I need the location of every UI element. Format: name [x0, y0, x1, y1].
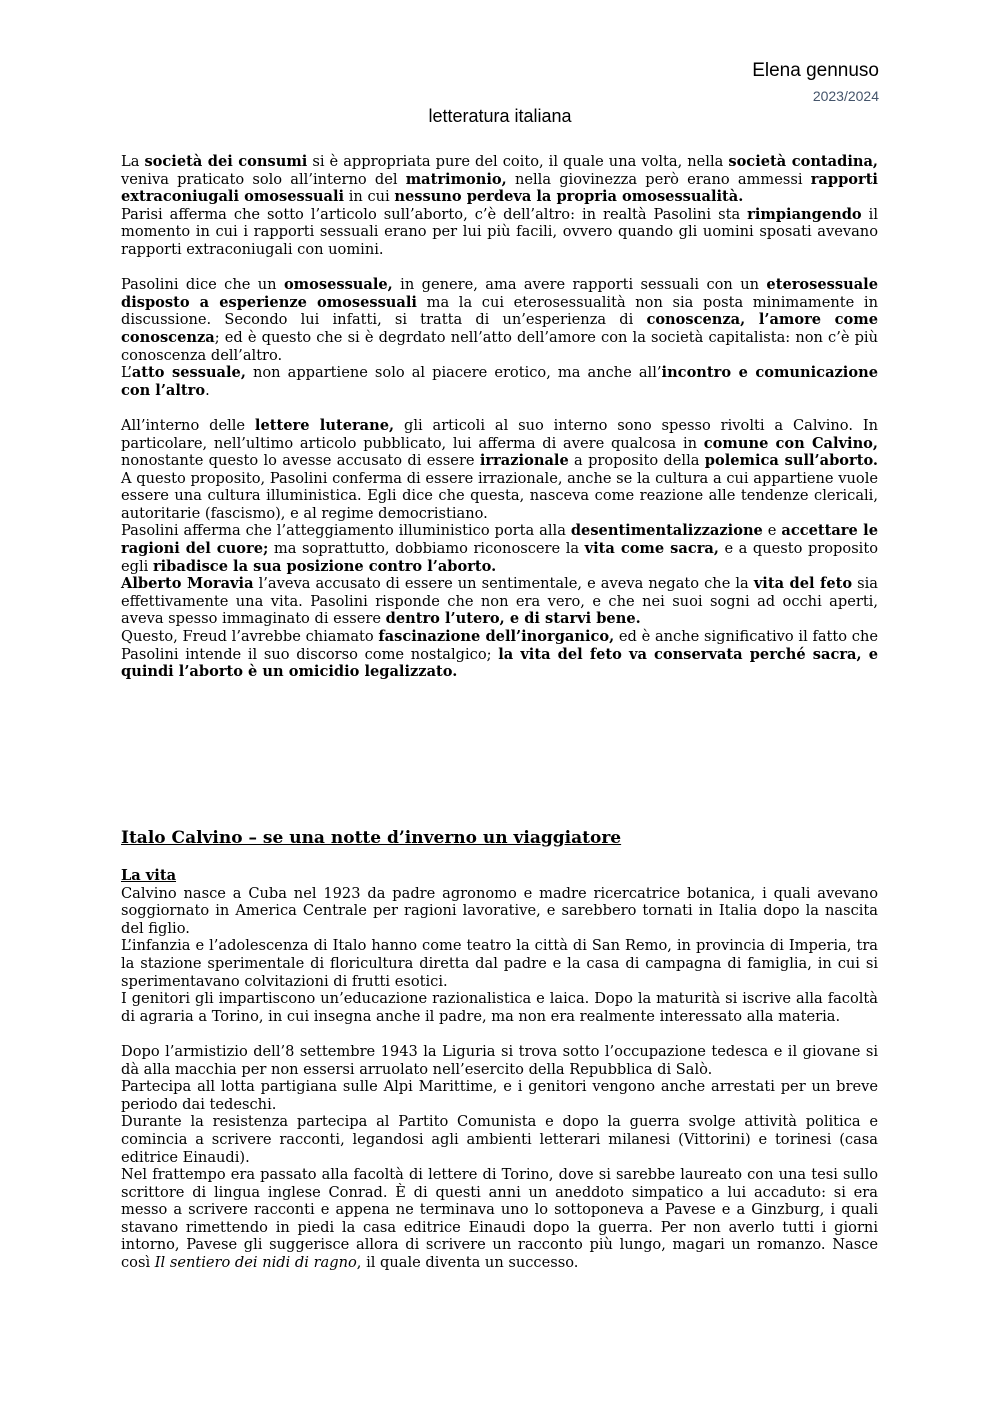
- paragraph: [121, 364, 878, 399]
- bold-text: polemica sull’aborto.: [704, 452, 878, 470]
- bold-text: incontro e comunicazione con l’altro: [121, 364, 878, 399]
- text-run: in genere, ama avere rapporti sessuali con un: [392, 276, 767, 294]
- subject-title: letteratura italiana: [428, 106, 572, 126]
- text-run: Parisi afferma che sotto l’articolo sull’aborto, c’è dell’altro: in realtà Pasolini sta: [121, 205, 748, 223]
- bold-text: omosessuale,: [283, 276, 393, 294]
- text-run: Pasolini afferma che l’atteggiamento illuministico porta alla: [121, 522, 571, 540]
- bold-text: atto sessuale,: [131, 364, 246, 382]
- paragraph: [121, 1113, 878, 1166]
- bold-text: lettere luterane,: [254, 416, 395, 434]
- bold-text: società contadina,: [728, 153, 879, 170]
- bold-text: comune con Calvino,: [703, 434, 879, 452]
- paragraph: [121, 1166, 878, 1272]
- text-run: L’infanzia e l’adolescenza di Italo hanno come teatro la città di San Remo, in provincia di Imperia, tra la stazione sperimentale di floricultura diretta dal padre e la casa di campagna di famiglia, in cui si sperimentavano colvitazioni di frutti esotici.: [121, 937, 878, 990]
- bold-text: vita del feto: [753, 575, 853, 593]
- text-run: e: [762, 522, 782, 540]
- section-subheading: La vita: [121, 867, 177, 884]
- text-run: l’aveva accusato di essere un sentimentale, e aveva negato che la: [253, 575, 754, 593]
- paragraph: [121, 937, 878, 990]
- text-run: a proposito della: [568, 452, 705, 470]
- academic-year: 2023/2024: [812, 88, 879, 104]
- bold-text: la vita del feto va conservata perché sacra, e quindi l’aborto è un omicidio legalizzato.: [121, 645, 878, 681]
- text-run: veniva praticato solo all’interno del: [121, 170, 406, 188]
- text-run: Nel frattempo era passato alla facoltà di lettere di Torino, dove si sarebbe laureato con una tesi sullo scrittore di lingua inglese Conrad. È di questi anni un aneddoto simpatico a lui accaduto: si era messo a scrivere racconti e appena ne terminava uno lo sottoponeva a Pavese e a Ginzburg, i quali stavano rimettendo in piedi la casa editrice Einaudi dopo la guerra. Per non averlo tutti i giorni intorno, Pavese gli suggerisce allora di scrivere un racconto più lungo, magari un romanzo. Nasce così: [121, 1166, 878, 1272]
- paragraph: [121, 1043, 878, 1078]
- paragraph: [121, 276, 878, 364]
- paragraph: [121, 153, 878, 206]
- text-run: Pasolini dice che un: [121, 276, 284, 294]
- italic-text: Il sentiero dei nidi di ragno: [154, 1254, 357, 1272]
- bold-text: dentro l’utero, e di starvi bene.: [385, 610, 641, 628]
- paragraph: [121, 990, 878, 1025]
- text-run: il momento in cui i rapporti sessuali erano per lui più facili, ovvero quando gli uomini sposati avevano rapporti extraconiugali con uomini.: [121, 205, 878, 258]
- bold-text: ribadisce la sua posizione contro l’aborto.: [152, 557, 497, 575]
- section-heading: Italo Calvino – se una notte d’inverno un viaggiatore: [121, 828, 622, 848]
- text-run: sia effettivamente una vita. Pasolini risponde che non era vero, e che nei suoi sogni ad occhi aperti, aveva spesso immaginato di essere: [121, 575, 878, 628]
- text-run: Questo, Freud l’avrebbe chiamato: [121, 628, 379, 646]
- text-run: gli articoli al suo interno sono spesso rivolti a Calvino. In particolare, nell’ultimo articolo pubblicato, lui afferma di avere qualcosa in: [121, 416, 878, 452]
- paragraph: [121, 885, 878, 938]
- section-calvino: [121, 826, 878, 1272]
- text-run: L’: [121, 364, 132, 382]
- text-run: .: [205, 381, 210, 399]
- bold-text: Alberto Moravia: [121, 575, 254, 593]
- text-run: nonostante questo lo avesse accusato di essere: [121, 452, 480, 470]
- bold-text: rimpiangendo: [747, 205, 862, 223]
- bold-text: nessuno perdeva la propria omosessualità.: [394, 188, 744, 206]
- paragraph: [121, 522, 878, 575]
- paragraph: [121, 417, 878, 523]
- paragraph: [121, 628, 878, 681]
- paragraph: [121, 575, 878, 628]
- text-run: ; ed è questo che si è degrdato nell’atto dell’amore con la società capitalista: non c’è più conoscenza dell’altro.: [121, 328, 878, 364]
- text-run: All’interno delle: [121, 416, 255, 434]
- text-run: ed è anche significativo il fatto che Pasolini intende il suo discorso come nostalgico;: [121, 628, 878, 663]
- text-run: A questo proposito, Pasolini conferma di essere irrazionale, anche se la cultura a cui appartiene vuole essere una cultura illuministica. Egli dice che questa, nasceva come reazione alle tendenze clericali, autoritarie (fascismo), e al regime democristiano.: [121, 469, 878, 522]
- text-run: ma la cui eterosessualità non sia posta minimamente in discussione. Secondo lui infatti, si tratta di un’esperienza di: [121, 293, 878, 329]
- text-run: si è appropriata pure del coito, il quale una volta, nella: [307, 153, 729, 170]
- bold-text: società dei consumi: [144, 153, 308, 170]
- paragraph: [121, 206, 878, 259]
- text-run: e a questo proposito egli: [121, 540, 878, 575]
- text-run: non appartiene solo al piacere erotico, ma anche all’: [245, 364, 662, 382]
- bold-text: rapporti extraconiugali omosessuali: [121, 170, 878, 206]
- text-run: Dopo l’armistizio dell’8 settembre 1943 la Liguria si trova sotto l’occupazione tedesca e il giovane si dà alla macchia per non essersi arruolato nell’esercito della Repubblica di Salò.: [121, 1042, 878, 1078]
- text-run: I genitori gli impartiscono un’educazione razionalistica e laica. Dopo la maturità si iscrive alla facoltà di agraria a Torino, in cui insegna anche il padre, ma non era realmente interessato alla materia.: [121, 990, 878, 1025]
- bold-text: conoscenza, l’amore come conoscenza: [121, 311, 879, 346]
- bold-text: desentimentalizzazione: [570, 522, 763, 540]
- text-run: ma soprattutto, dobbiamo riconoscere la: [268, 540, 585, 558]
- bold-text: fascinazione dell’inorganico,: [378, 628, 615, 646]
- paragraph: [121, 1078, 878, 1113]
- section-pasolini: [121, 153, 878, 681]
- text-run: Partecipa all lotta partigiana sulle Alpi Marittime, e i genitori vengono anche arrestati per un breve periodo dai tedeschi.: [121, 1078, 878, 1113]
- text-run: Durante la resistenza partecipa al Partito Comunista e dopo la guerra svolge attività politica e comincia a scrivere racconti, legandosi agli ambienti letterari milanesi (Vittorini) e torinesi (casa editrice Einaudi).: [121, 1113, 878, 1166]
- bold-text: eterosessuale disposto a esperienze omosessuali: [121, 276, 878, 311]
- text-run: La: [121, 153, 145, 170]
- text-run: Calvino nasce a Cuba nel 1923 da padre agronomo e madre ricercatrice botanica, i quali avevano soggiornato in America Centrale per ragioni lavorative, e sarebbero tornati in Italia dopo la nascita del figlio.: [121, 884, 878, 937]
- text-run: , il quale diventa un successo.: [356, 1254, 579, 1272]
- bold-text: vita come sacra,: [584, 540, 719, 558]
- bold-text: accettare le ragioni del cuore;: [121, 522, 878, 558]
- bold-text: matrimonio,: [405, 170, 507, 188]
- text-run: in cui: [344, 188, 395, 206]
- author-name: Elena gennuso: [752, 60, 879, 81]
- text-run: nella giovinezza però erano ammessi: [506, 170, 811, 188]
- bold-text: irrazionale: [479, 452, 569, 470]
